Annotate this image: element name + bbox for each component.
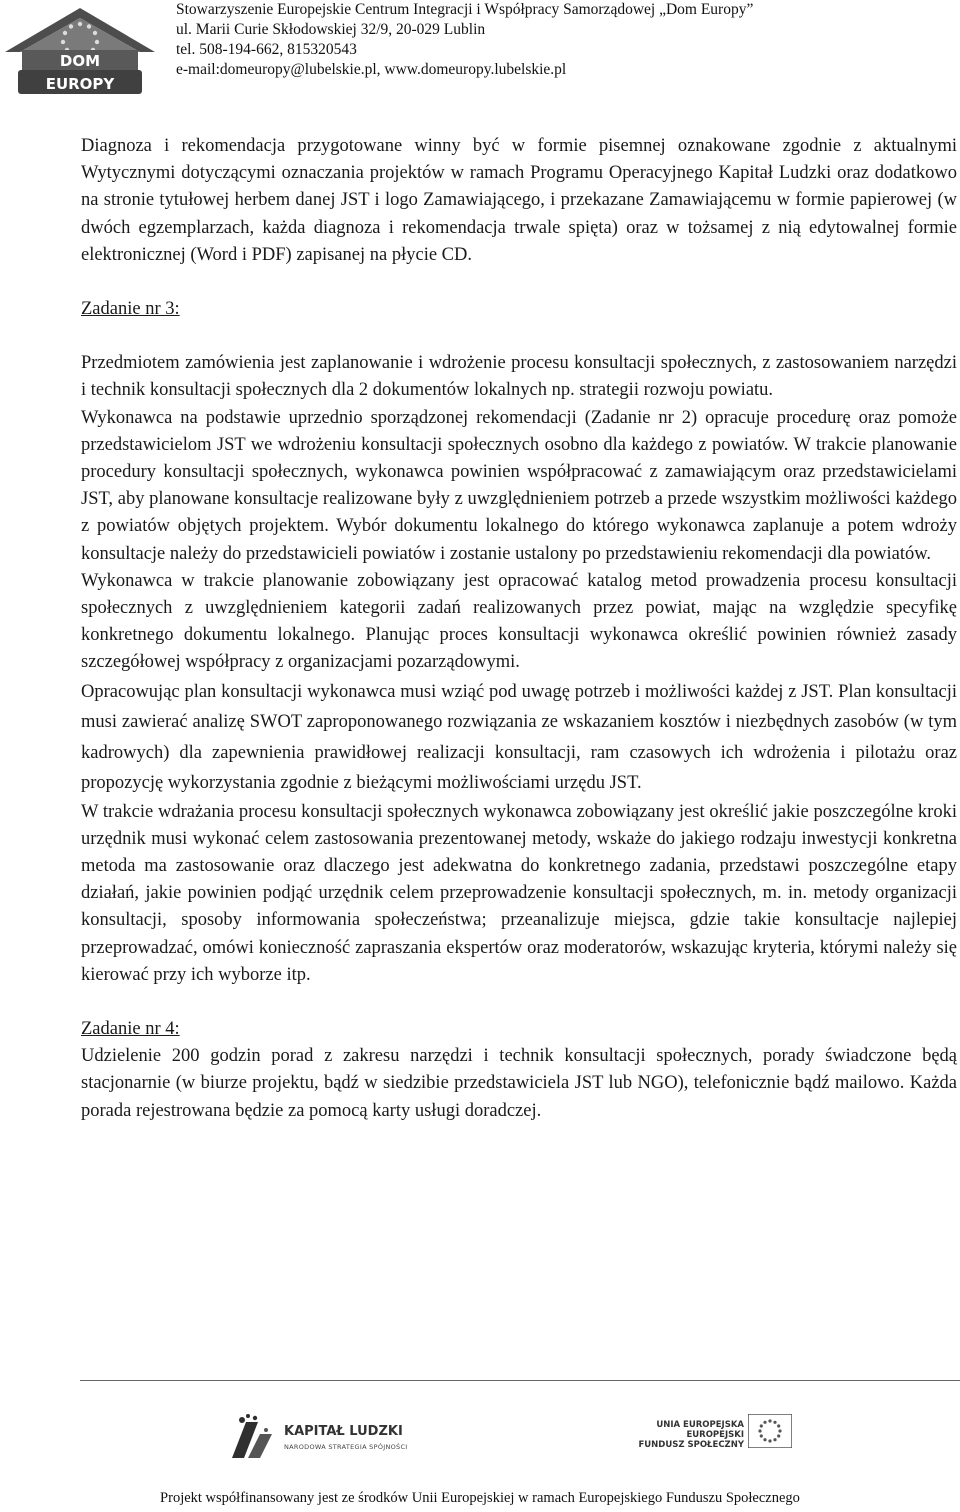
kapital-ludzki-title: KAPITAŁ LUDZKI	[284, 1424, 403, 1439]
ue-logo-text	[634, 1420, 744, 1450]
spacer	[81, 269, 957, 296]
spacer	[81, 323, 957, 350]
task3-paragraph-5: W trakcie wdrażania procesu konsultacji społecznych wykonawca zobowiązany jest określić jakie poszczególne kroki urzędnik musi wykonać celem zastosowania prezentowanej metody, wskaże do jakiego rodzaju inwestycji konkretna metoda ma zastosowanie oraz dlaczego jest adekwatna do konkretnego zadania, przedstawi poszczególne etapy działań, jakie powinien podjąć urzędnik celem przeprowadzenie konsultacji społecznych, m. in. metody organizacji konsultacji, sposoby informowania społeczeństwa; przeanalizuje miejsca, gdzie takie konsultacje najlepiej przeprowadzać, omówi konieczność zapraszania ekspertów oraz moderatorów, wskazując kryteria, którymi należy się kierować przy ich wyborze itp.	[81, 801, 957, 985]
dom-europy-house-icon	[0, 0, 160, 100]
org-email-www: e-mail:domeuropy@lubelskie.pl, www.domeuropy.lubelskie.pl	[176, 61, 567, 78]
kapital-ludzki-subtitle: NARODOWA STRATEGIA SPÓJNOŚCI	[284, 1443, 408, 1451]
spacer	[81, 989, 957, 1016]
org-address: ul. Marii Curie Skłodowskiej 32/9, 20-029 Lublin	[176, 21, 486, 38]
task3-paragraph-4: Opracowując plan konsultacji wykonawca musi wziąć pod uwagę potrzeb i możliwości każdej z JST. Plan konsultacji musi zawierać analizę SWOT zaproponowanego rozwiązania ze wskazaniem kosztów i niezbędnych zasobów (w tym kadrowych) dla zapewnienia prawidłowej realizacji konsultacji, ram czasowych ich wdrożenia i pilotażu oraz propozycję wykorzystania zgodnie z bieżącymi możliwościami urzędu JST.	[81, 681, 957, 794]
kapital-ludzki-emblem-icon	[228, 1412, 280, 1462]
task4-heading: Zadanie nr 4:	[81, 1019, 180, 1040]
logo-text-top: DOM	[59, 52, 101, 70]
dom-europy-logo	[0, 0, 160, 100]
document-body	[81, 133, 957, 1125]
task4-paragraph-1: Udzielenie 200 godzin porad z zakresu narzędzi i technik konsultacji społecznych, porady świadczone będą stacjonarnie (w biurze projektu, bądź w siedzibie przedstawiciela JST lub NGO), telefonicznie bądź mailowo. Każda porada rejestrowana będzie za pomocą karty usługi doradczej.	[81, 1046, 957, 1121]
ue-logo-line3: FUNDUSZ SPOŁECZNY	[638, 1440, 744, 1450]
organization-info	[176, 0, 753, 80]
task3-heading: Zadanie nr 3:	[81, 299, 180, 320]
footer-divider	[80, 1380, 960, 1381]
task3-paragraph-1: Przedmiotem zamówienia jest zaplanowanie i wdrożenie procesu konsultacji społecznych, z zastosowaniem narzędzi i technik konsultacji społecznych dla 2 dokumentów lokalnych np. strategii rozwoju powiatu.	[81, 353, 957, 401]
task3-paragraph-2: Wykonawca na podstawie uprzednio sporządzonej rekomendacji (Zadanie nr 2) opracuje procedurę oraz pomoże przedstawicielom JST we wdrożeniu konsultacji społecznych osobno dla każdego z powiatów. W trakcie planowanie procedury konsultacji społecznych, wykonawca powinien współpracować z zamawiającym oraz przedstawicielami JST, aby planowane konsultacje realizowane były z uwzględnieniem potrzeb a przede wszystkim możliwości każdego z powiatów objętych projektem. Wybór dokumentu lokalnego do którego wykonawca zaplanuje a potem wdroży konsultacje należy do przedstawicieli powiatów i zostanie ustalony po przedstawieniu rekomendacji dla powiatów.	[81, 407, 957, 564]
task3-paragraph-3: Wykonawca w trakcie planowanie zobowiązany jest opracować katalog metod prowadzenia procesu konsultacji społecznych z uwzględnieniem kategorii zadań realizowanych przez powiat, mając na względzie specyfikę konkretnego dokumentu lokalnego. Planując proces konsultacji wykonawca określić powinien również zasady szczegółowej współpracy z organizacjami pozarządowymi.	[81, 570, 957, 673]
ue-logo-line1: UNIA EUROPEJSKA	[656, 1420, 744, 1430]
org-name: Stowarzyszenie Europejskie Centrum Integracji i Współpracy Samorządowej „Dom Europy”	[176, 1, 754, 18]
eu-flag-icon	[748, 1414, 792, 1448]
org-phone: tel. 508-194-662, 815320543	[176, 41, 357, 58]
intro-paragraph: Diagnoza i rekomendacja przygotowane winny być w formie pisemnej oznakowane zgodnie z aktualnymi Wytycznymi dotyczącymi oznaczania projektów w ramach Programu Operacyjnego Kapitał Ludzki oraz dodatkowo na stronie tytułowej herbem danej JST i logo Zamawiającego, i przekazane Zamawiającemu w formie papierowej (w dwóch egzemplarzach, każda diagnoza i rekomendacja trwale spięta) oraz w tożsamej z nią edytowalnej formie elektronicznej (Word i PDF) zapisanej na płycie CD.	[81, 136, 957, 265]
cofinancing-note: Projekt współfinansowany jest ze środków Unii Europejskiej w ramach Europejskiego Funduszu Społecznego	[160, 1490, 800, 1506]
logo-text-bottom: EUROPY	[45, 75, 115, 93]
ue-logo-line2: EUROPEJSKI	[686, 1430, 744, 1440]
